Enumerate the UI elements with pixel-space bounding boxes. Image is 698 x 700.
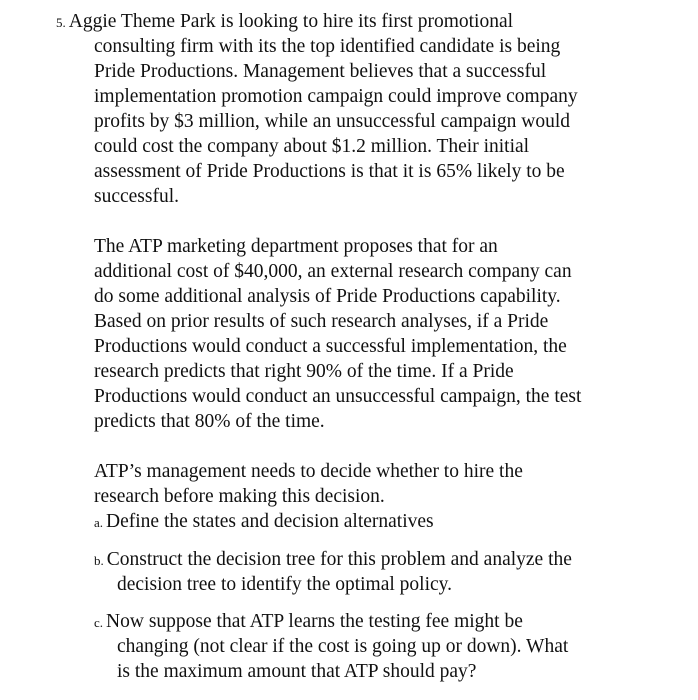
decision-line-1: ATP’s management needs to decide whether to hire the bbox=[94, 461, 523, 482]
problem-intro-line-1 bbox=[56, 9, 513, 35]
problem-intro-line-5: profits by $3 million, while an unsuccessful campaign would bbox=[94, 111, 571, 132]
part-c bbox=[94, 609, 523, 635]
part-a-line-1: Define the states and decision alternatives bbox=[106, 511, 434, 532]
research-line-4: Based on prior results of such research analyses, if a Pride bbox=[94, 311, 549, 332]
research-line-2: additional cost of $40,000, an external research company can bbox=[94, 261, 572, 282]
problem-intro-line-4: implementation promotion campaign could improve company bbox=[94, 86, 578, 107]
part-b-line-1: Construct the decision tree for this problem and analyze the bbox=[106, 549, 572, 570]
part-c-line-2: changing (not clear if the cost is going up or down). What bbox=[117, 636, 569, 657]
problem-number: 5. bbox=[56, 15, 66, 30]
part-c-label: c. bbox=[94, 615, 104, 630]
part-b-label: b. bbox=[94, 553, 104, 568]
intro-line-text: Aggie Theme Park is looking to hire its first promotional bbox=[68, 11, 514, 32]
problem-intro-line-2: consulting firm with its the top identified candidate is being bbox=[94, 36, 561, 57]
part-c-line-1: Now suppose that ATP learns the testing fee might be bbox=[106, 611, 523, 632]
research-line-3: do some additional analysis of Pride Productions capability. bbox=[94, 286, 561, 307]
part-b bbox=[94, 547, 572, 573]
part-a-label: a. bbox=[94, 515, 104, 530]
research-line-6: research predicts that right 90% of the time. If a Pride bbox=[94, 361, 514, 382]
part-b-line-2: decision tree to identify the optimal policy. bbox=[117, 574, 453, 595]
problem-intro-line-6: could cost the company about $1.2 million. Their initial bbox=[94, 136, 530, 157]
problem-intro-line-3: Pride Productions. Management believes that a successful bbox=[94, 61, 547, 82]
research-line-8: predicts that 80% of the time. bbox=[94, 411, 325, 432]
problem-intro-line-8: successful. bbox=[94, 186, 180, 207]
research-line-1: The ATP marketing department proposes that for an bbox=[94, 236, 498, 257]
decision-line-2: research before making this decision. bbox=[94, 486, 385, 507]
problem-intro-line-7: assessment of Pride Productions is that it is 65% likely to be bbox=[94, 161, 565, 182]
part-c-line-3: is the maximum amount that ATP should pay? bbox=[117, 661, 477, 682]
research-line-7: Productions would conduct an unsuccessful campaign, the test bbox=[94, 386, 582, 407]
research-line-5: Productions would conduct a successful implementation, the bbox=[94, 336, 567, 357]
part-a bbox=[94, 509, 434, 535]
